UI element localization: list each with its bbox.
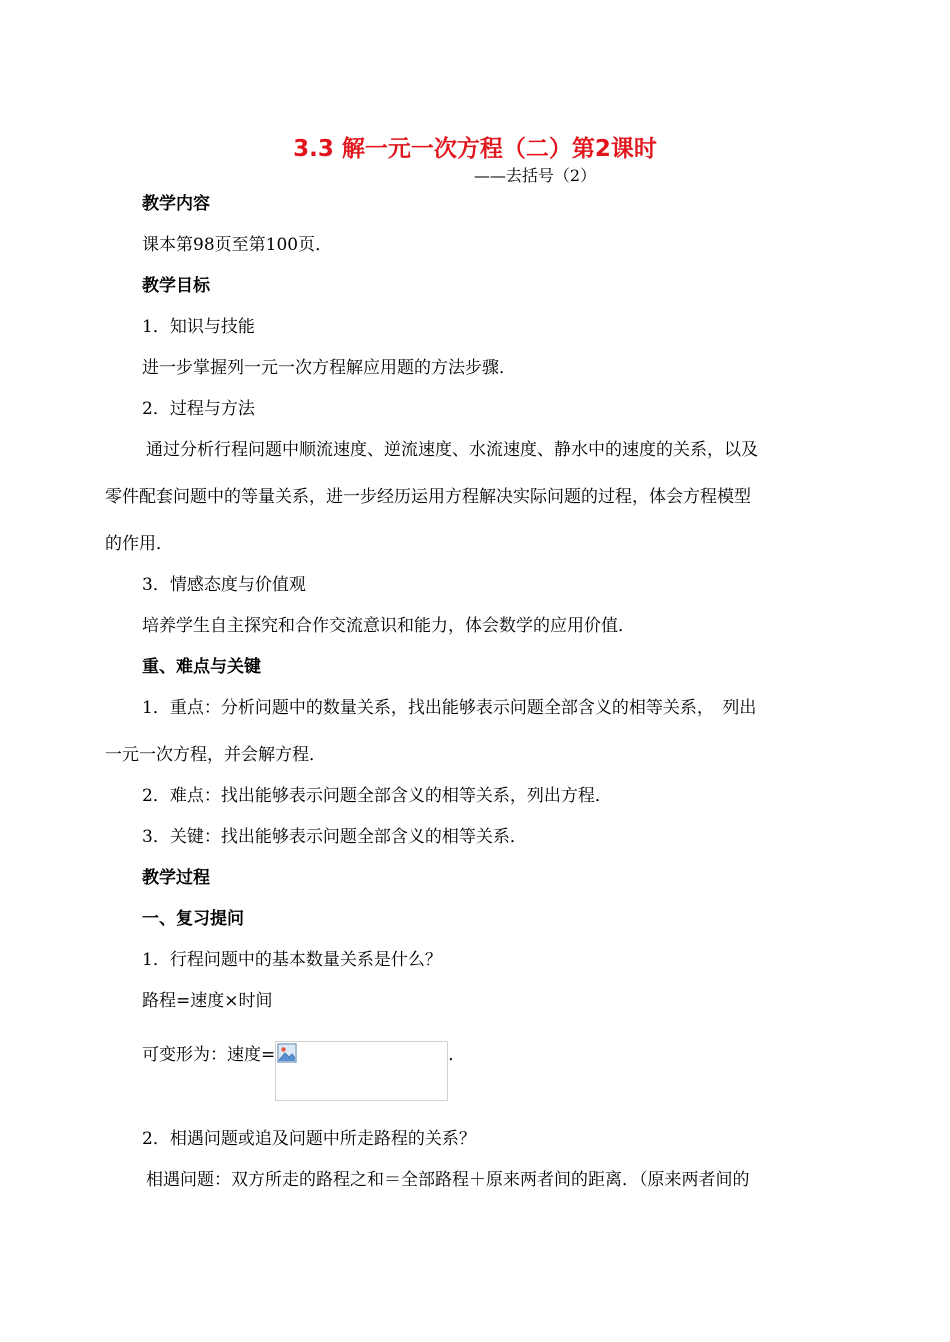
list-item: 3．关键：找出能够表示问题全部含义的相等关系． <box>142 827 527 847</box>
paragraph-line: 零件配套问题中的等量关系，进一步经历运用方程解决实际问题的过程，体会方程模型 <box>105 487 751 507</box>
list-item: 3．情感态度与价值观 <box>142 575 306 595</box>
formula-variant <box>142 1043 465 1101</box>
formula-suffix: ． <box>448 1045 466 1065</box>
paragraph: 课本第98页至第100页． <box>142 235 333 255</box>
page-title: 3.3 解一元一次方程（二）第2课时 <box>293 136 657 162</box>
formula: 路程=速度×时间 <box>142 991 273 1011</box>
page-subtitle: ——去括号（2） <box>473 166 597 185</box>
formula-image-placeholder <box>275 1041 448 1101</box>
list-item: 2．难点：找出能够表示问题全部含义的相等关系，列出方程． <box>142 786 612 806</box>
paragraph-line: 相遇问题：双方所走的路程之和＝全部路程＋原来两者间的距离．（原来两者间的 <box>146 1170 750 1190</box>
question: 2．相遇问题或追及问题中所走路程的关系？ <box>142 1129 476 1149</box>
section-heading-goals: 教学目标 <box>142 276 210 296</box>
section-heading-content: 教学内容 <box>142 194 210 214</box>
paragraph: 培养学生自主探究和合作交流意识和能力，体会数学的应用价值． <box>142 616 635 636</box>
formula-prefix: 可变形为：速度= <box>142 1045 276 1065</box>
question: 1．行程问题中的基本数量关系是什么？ <box>142 950 442 970</box>
list-item: 1．知识与技能 <box>142 317 255 337</box>
paragraph-line: 通过分析行程问题中顺流速度、逆流速度、水流速度、静水中的速度的关系，以及 <box>146 440 758 460</box>
subsection-heading-review: 一、复习提问 <box>142 909 244 929</box>
paragraph-line: 1．重点：分析问题中的数量关系，找出能够表示问题全部含义的相等关系， 列出 <box>142 698 757 718</box>
section-heading-process: 教学过程 <box>142 868 210 888</box>
paragraph: 进一步掌握列一元一次方程解应用题的方法步骤． <box>142 358 516 378</box>
section-heading-keypoints: 重、难点与关键 <box>142 657 261 677</box>
list-item: 2．过程与方法 <box>142 399 255 419</box>
paragraph-line: 的作用． <box>105 534 173 554</box>
broken-image-icon <box>277 1043 297 1063</box>
paragraph-line: 一元一次方程，并会解方程． <box>105 745 326 765</box>
